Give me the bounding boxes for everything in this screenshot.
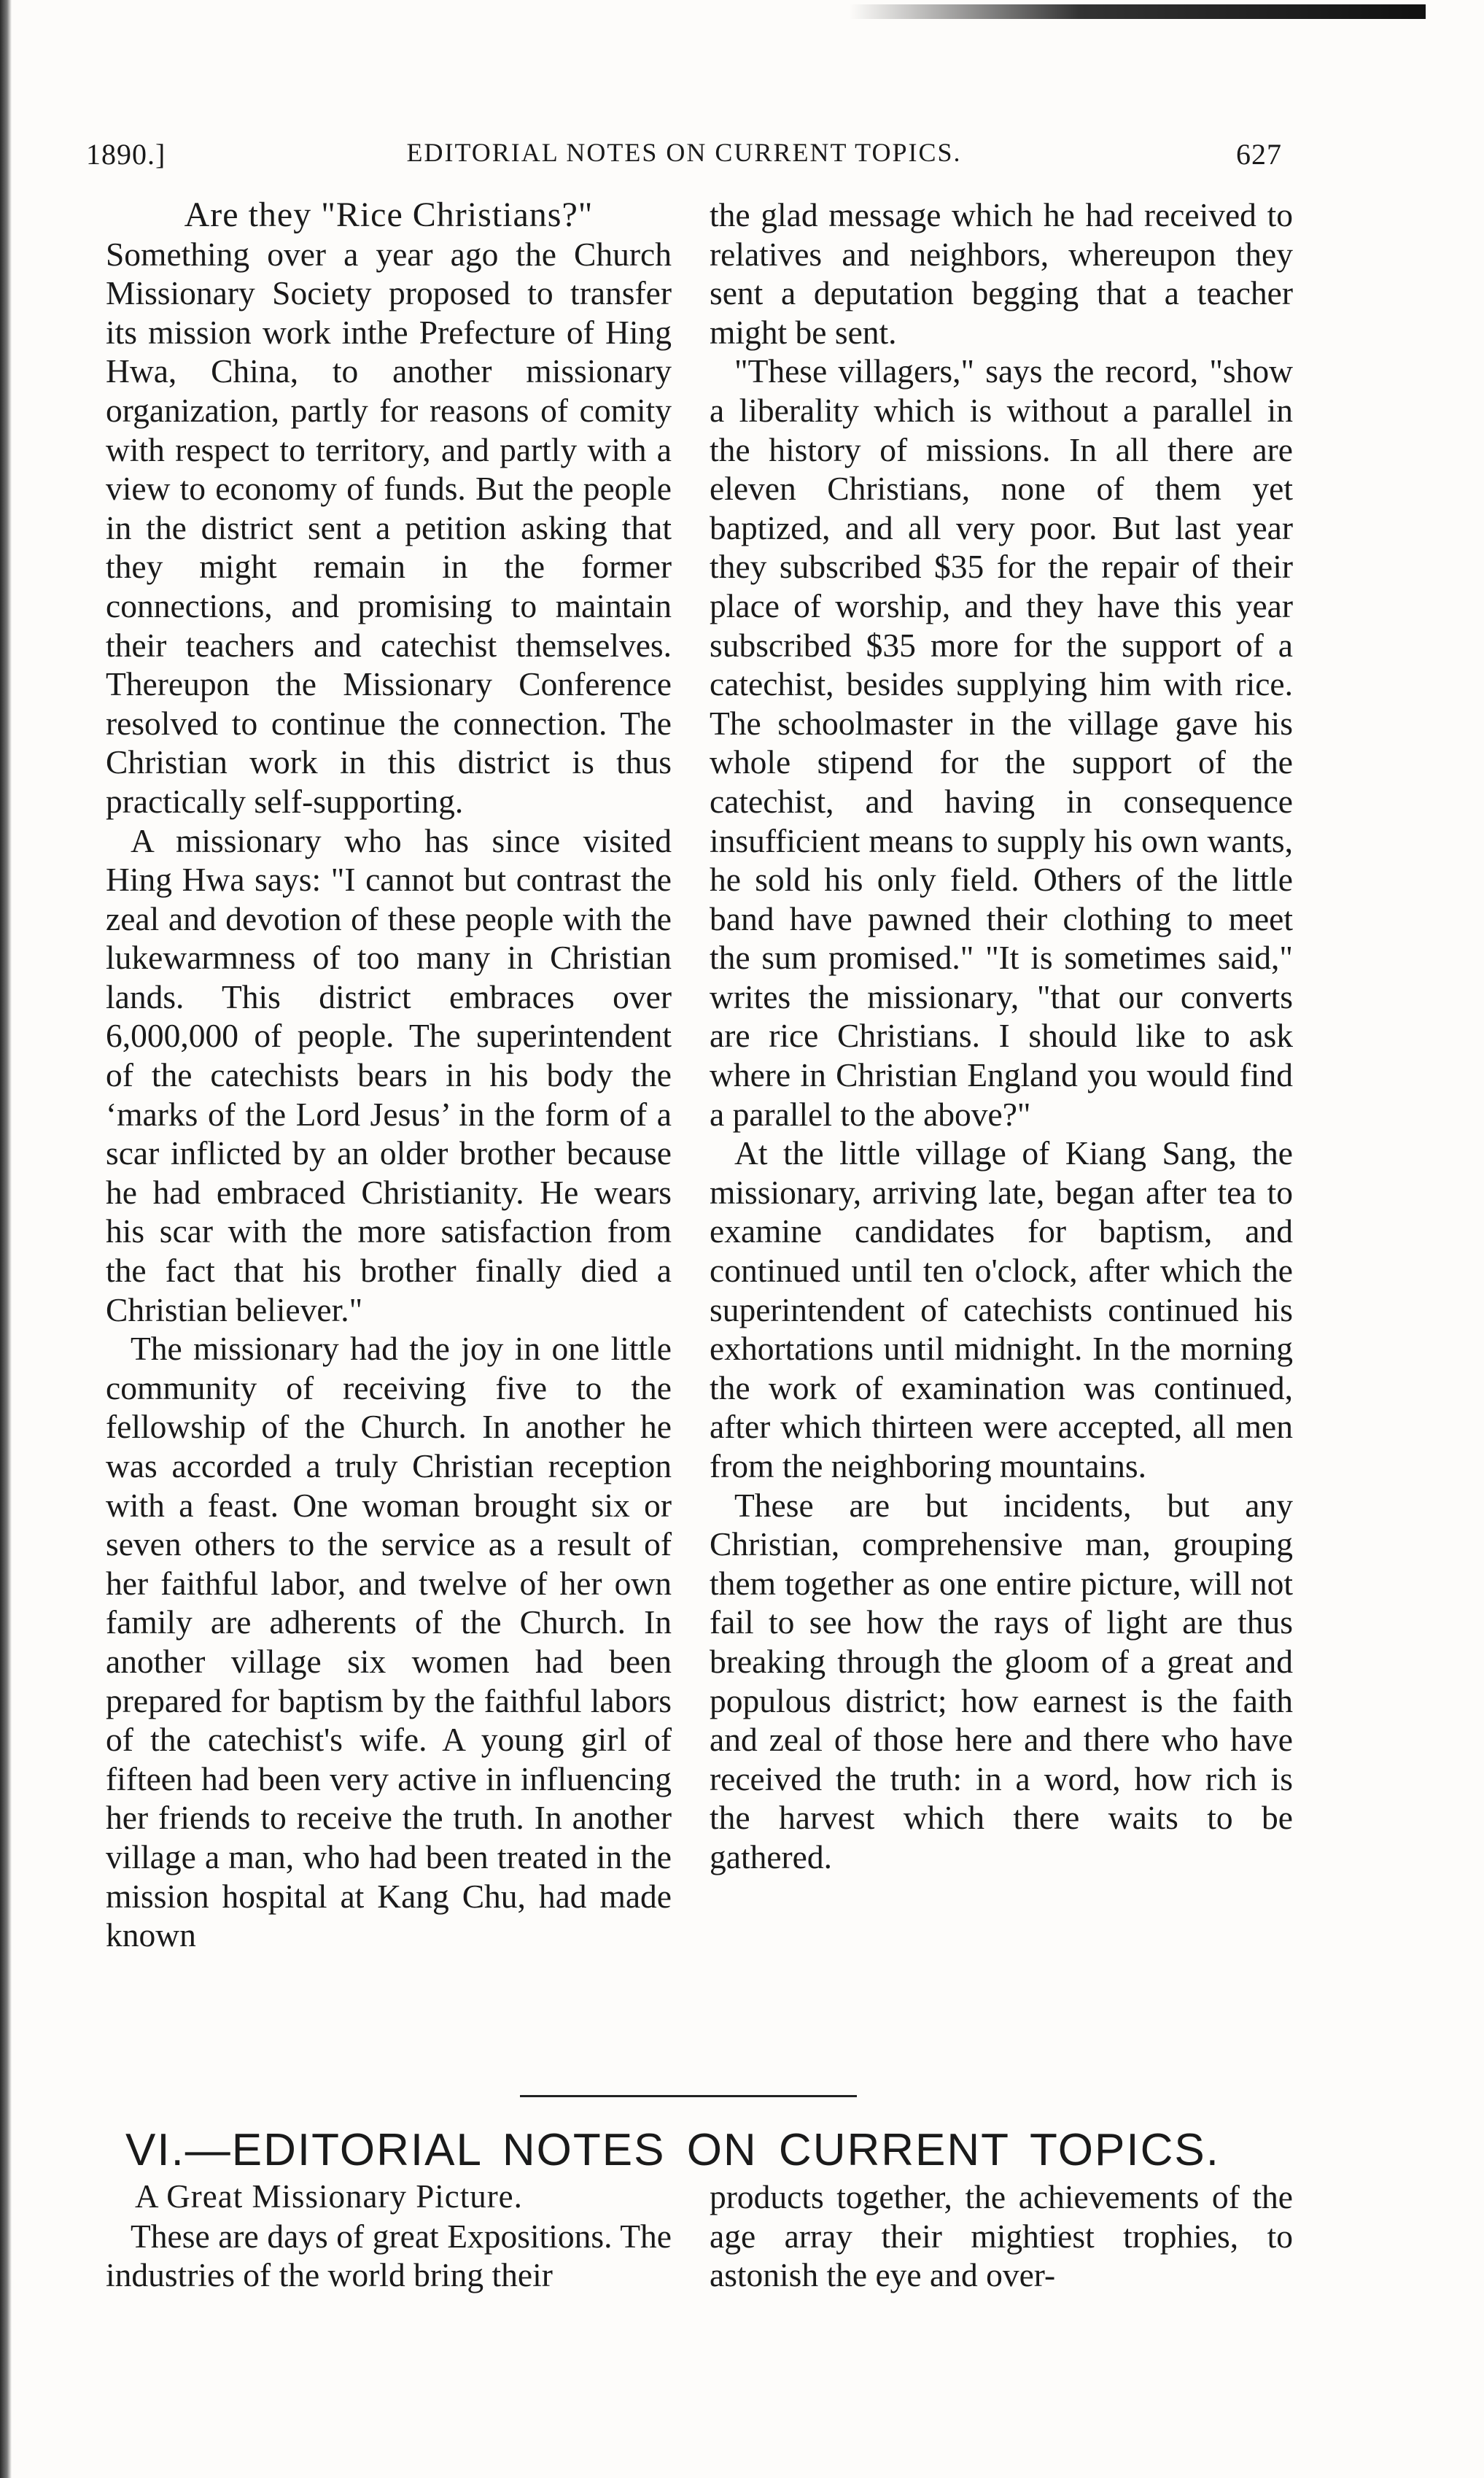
article-title-rice-christians: Are they "Rice Christians?" bbox=[184, 195, 594, 234]
section-divider bbox=[520, 2095, 857, 2097]
paragraph: the glad message which he had received to relatives and neighbors, whereupon they sent a deputation begging that a teacher might be sent. bbox=[710, 196, 1293, 351]
header-year: 1890.] bbox=[86, 138, 166, 171]
article-title-missionary-picture: A Great Missionary Picture. bbox=[135, 2178, 523, 2215]
section-title: VI.—EDITORIAL NOTES ON CURRENT TOPICS. bbox=[125, 2125, 1220, 2175]
header-page-number: 627 bbox=[1236, 138, 1282, 171]
paragraph: "These villagers," says the record, "show a liberality which is without a parallel in the history of missions. In all there are eleven Christians, none of them yet baptized, and all very poor. But last year they subscribed $35 for the repair of their place of worship, and they have this year subscribed $35 more for the support of a catechist, besides supplying him with rice. The schoolmaster in the village gave his whole stipend for the support of the catechist, and having in consequence insufficient means to supply his own wants, he sold his only field. Others of the little band have pawned their clothing to meet the sum promised." "It is sometimes said," writes the missionary, "that our converts are rice Christians. I should like to ask where in Christian England you would find a parallel to the above?" bbox=[710, 352, 1293, 1133]
running-header bbox=[86, 137, 1282, 181]
bottom-right-column bbox=[710, 2177, 1293, 2295]
paragraph: A missionary who has since visited Hing Hwa says: "I cannot but contrast the zeal and devotion of these people with the lukewarmness of too many in Christian lands. This district embraces over 6,000,000 of people. The superintendent of the catechists bears in his body the ‘marks of the Lord Jesus’ in the form of a scar inflicted by an older brother because he had embraced Christianity. He wears his scar with the more satisfaction from the fact that his brother finally died a Christian believer." bbox=[106, 821, 672, 1328]
paragraph: Something over a year ago the Church Missionary Society proposed to transfer its mission work inthe Prefecture of Hing Hwa, China, to another missionary organization, partly for reasons of comity with respect to territory, and partly with a view to economy of funds. But the people in the district sent a petition asking that they might remain in the former connections, and promising to maintain their teachers and catechist themselves. Thereupon the Missionary Conference resolved to continue the connection. The Christian work in this district is thus practically self-supporting. bbox=[106, 235, 672, 820]
scan-top-mark bbox=[850, 4, 1426, 19]
scan-edge-shadow bbox=[0, 0, 12, 2478]
header-running-title: EDITORIAL NOTES ON CURRENT TOPICS. bbox=[406, 138, 962, 167]
paragraph: These are days of great Expositions. The industries of the world bring their bbox=[106, 2217, 672, 2294]
right-column bbox=[710, 195, 1293, 1877]
paragraph: At the little village of Kiang Sang, the missionary, arriving late, began after tea to examine candidates for baptism, and continued until ten o'clock, after which the superintendent of catechists continued his exhortations until midnight. In the morning the work of examination was continued, after which thirteen were accepted, all men from the neighboring mountains. bbox=[710, 1134, 1293, 1484]
paragraph: The missionary had the joy in one little community of receiving five to the fellowship of the Church. In another he was accorded a truly Christian reception with a feast. One woman brought six or seven others to the service as a result of her faithful labor, and twelve of her own family are adherents of the Church. In another village six women had been prepared for baptism by the faithful labors of the catechist's wife. A young girl of fifteen had been very active in influencing her friends to receive the truth. In another village a man, who had been treated in the mission hospital at Kang Chu, had made known bbox=[106, 1330, 672, 1954]
paragraph: products together, the achievements of the age array their mightiest trophies, to astonish the eye and over- bbox=[710, 2178, 1293, 2294]
bottom-left-column bbox=[106, 2177, 672, 2295]
paragraph: These are but incidents, but any Christian, comprehensive man, grouping them together as one entire picture, will not fail to see how the rays of light are thus breaking through the gloom of a great and populous district; how earnest is the faith and zeal of those here and there who have received the truth: in a word, how rich is the harvest which there waits to be gathered. bbox=[710, 1486, 1293, 1875]
left-column bbox=[106, 195, 672, 1955]
